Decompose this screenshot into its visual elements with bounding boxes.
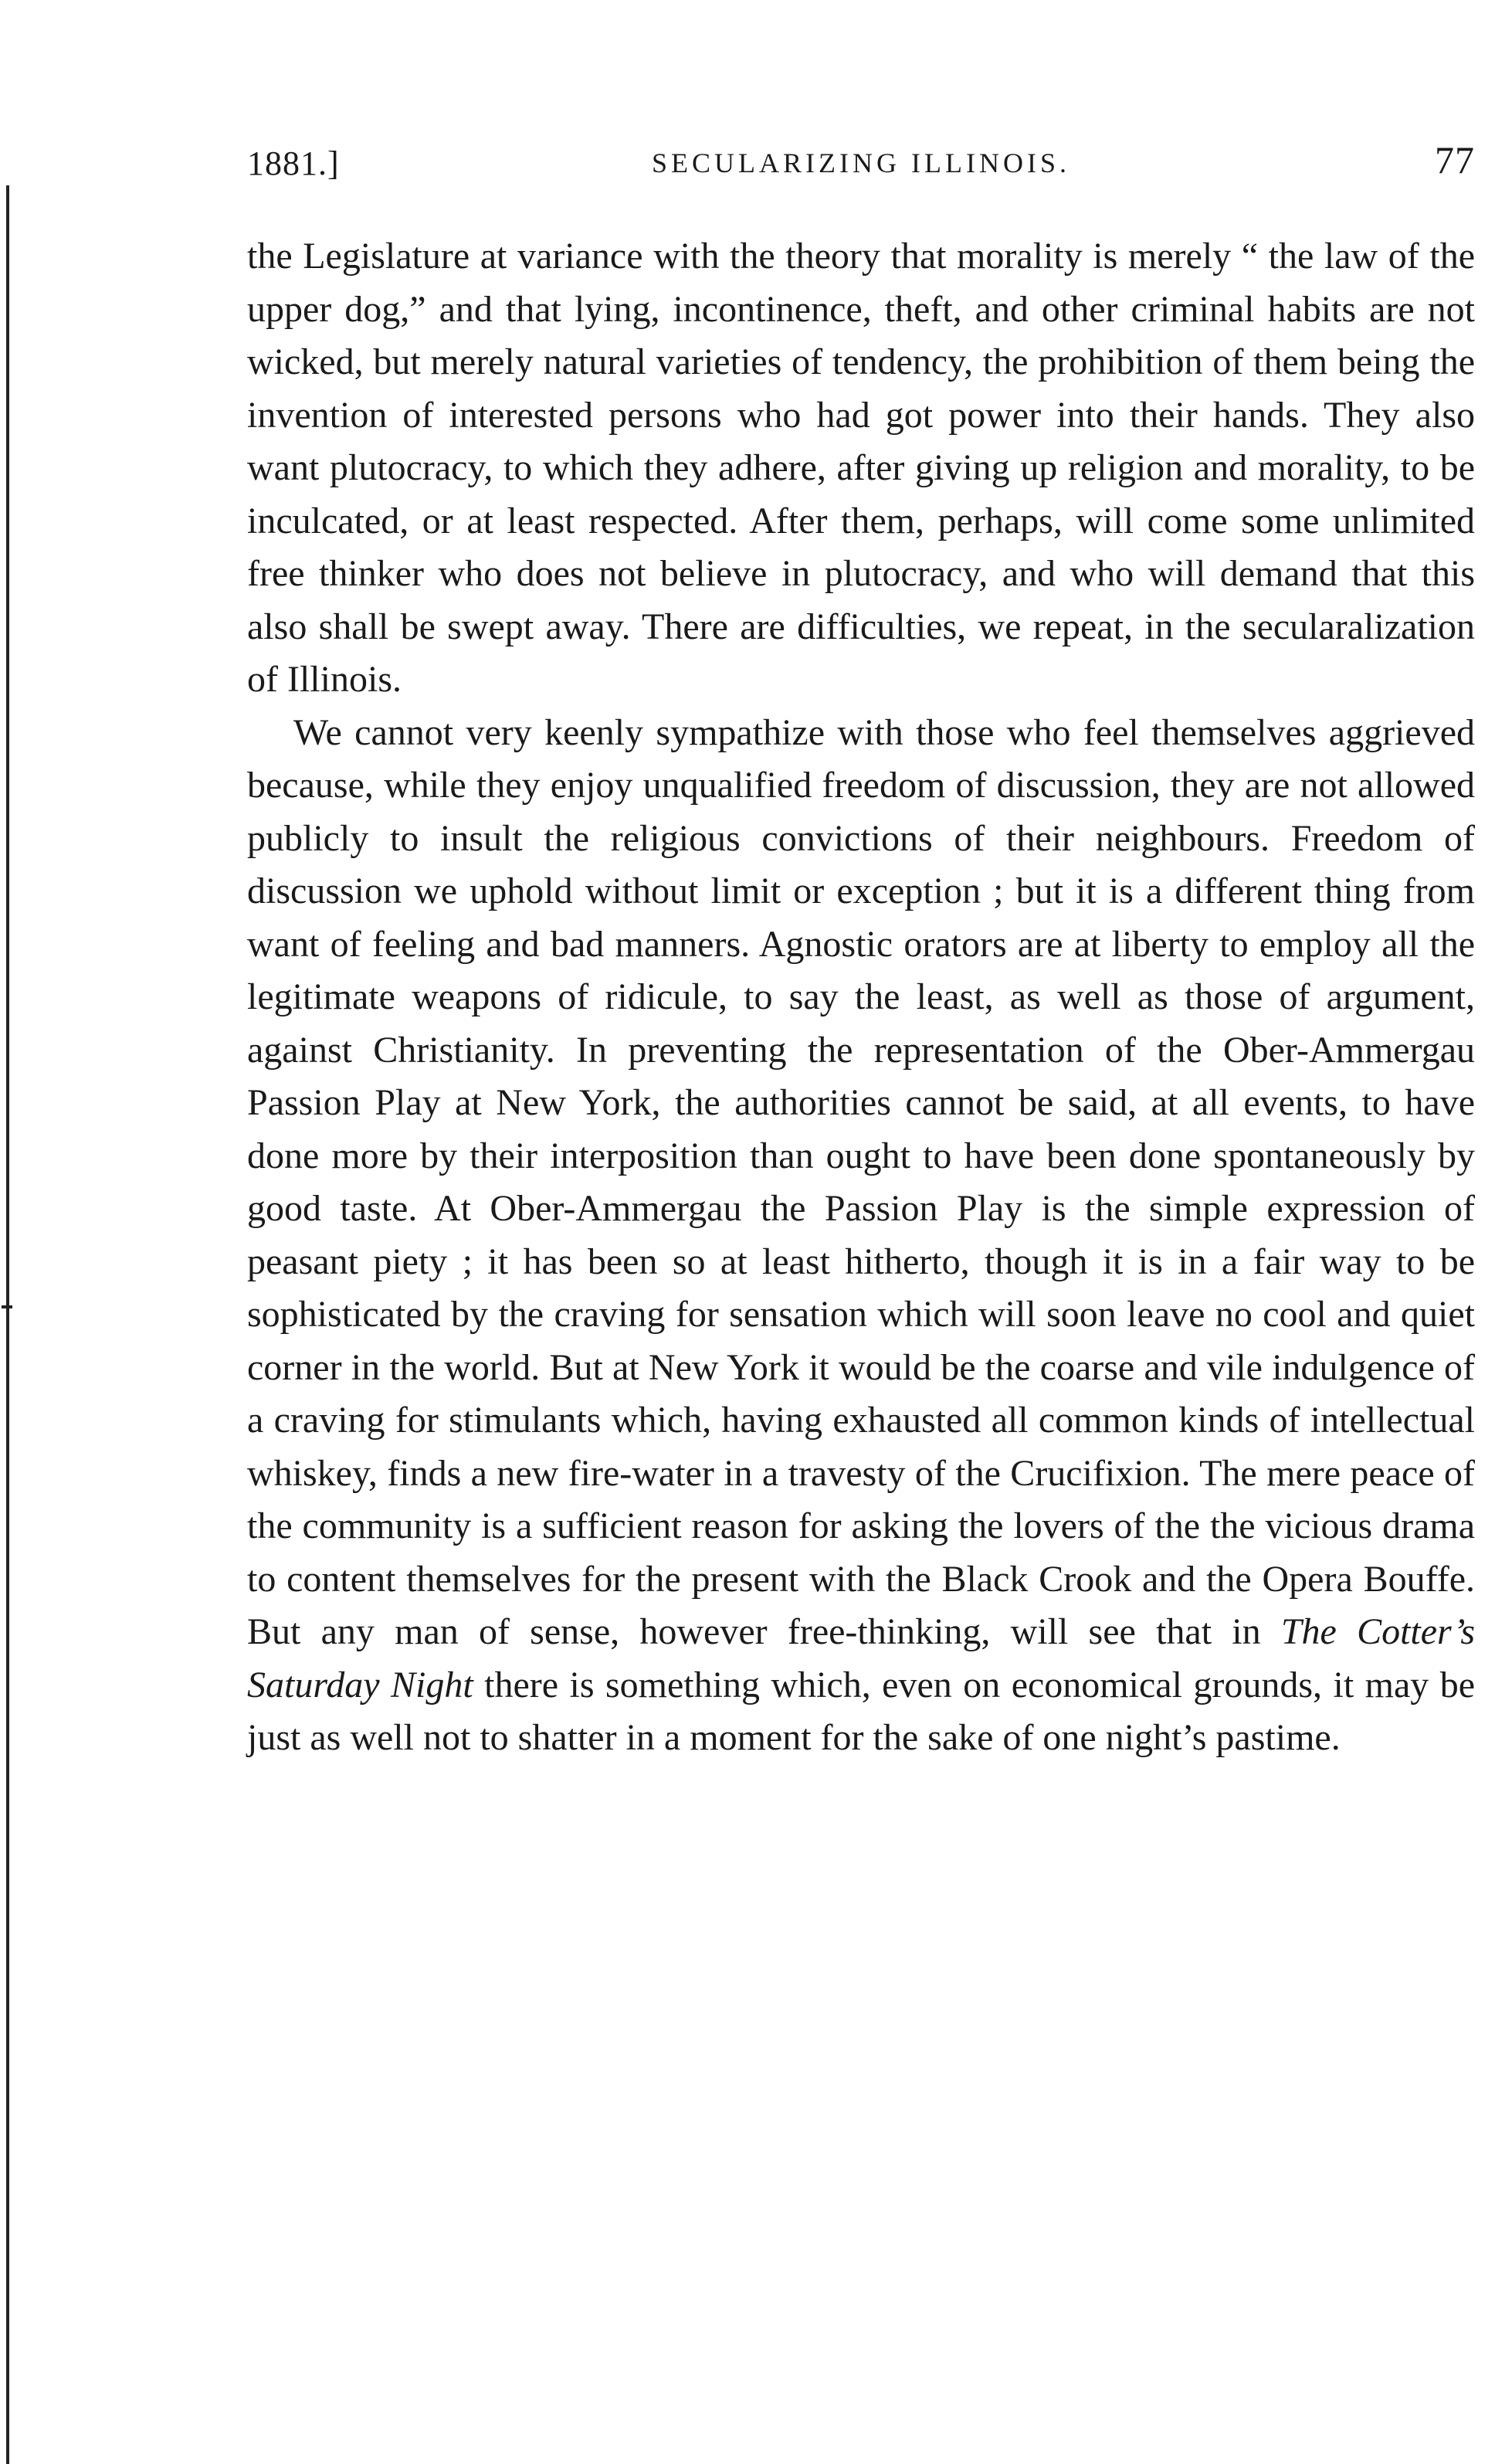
paragraph-1 xyxy=(247,230,1475,707)
header-year: 1881.] xyxy=(247,144,340,182)
paragraph-1-text: the Legislature at variance with the theory that morality is merely “ the law of the upper dog,” and that lying, incontinence, theft, and other criminal habits are not wicked, but merely natural varieties of tendency, the prohibition of them being the invention of interested persons who had got power into their hands. They also want plutocracy, to which they adhere, after giving up religion and morality, to be inculcated, or at least respected. After them, perhaps, will come some unlimited free thinker who does not believe in plutocracy, and who will demand that this also shall be swept away. There are difficulties, we repeat, in the secularalization of Illinois. xyxy=(247,236,1475,700)
running-head xyxy=(247,131,1475,201)
page xyxy=(247,131,1475,1765)
italic-title: The Cotter’s Saturday Night xyxy=(247,1611,1475,1705)
binding-margin-tick xyxy=(2,1305,12,1308)
page-number: 77 xyxy=(1435,138,1475,182)
paragraph-2-text-after: there is something which, even on economical grounds, it may be just as well not to shatter in a moment for the sake of one night’s pastime. xyxy=(247,1664,1476,1758)
binding-margin-rule xyxy=(6,185,9,2464)
paragraph-2 xyxy=(247,707,1475,1765)
header-title: SECULARIZING ILLINOIS. xyxy=(652,148,1070,178)
paragraph-2-text-before: We cannot very keenly sympathize with those who feel themselves aggrieved because, while they enjoy unqualified freedom of discussion, they are not allowed publicly to insult the religious convictions of their neighbours. Freedom of discussion we uphold without limit or exception ; but it is a different thing from want of feeling and bad manners. Agnostic orators are at liberty to employ all the legitimate weapons of ridicule, to say the least, as well as those of argument, against Christianity. In preventing the representation of the Ober-Ammergau Passion Play at New York, the authorities cannot be said, at all events, to have done more by their interposition than ought to have been done spontaneously by good taste. At Ober-Ammergau the Passion Play is the simple expression of peasant piety ; it has been so at least hitherto, though it is in a fair way to be sophisticated by the craving for sensation which will soon leave no cool and quiet corner in the world. But at New York it would be the coarse and vile indulgence of a craving for stimulants which, having exhausted all common kinds of intellectual whiskey, finds a new fire-water in a travesty of the Crucifixion. The mere peace of the community is a sufficient reason for asking the lovers of the the vicious drama to content themselves for the present with the Black Crook and the Opera Bouffe. But any man of sense, however free-thinking, will see that in xyxy=(247,711,1475,1652)
body-text xyxy=(247,230,1475,1765)
